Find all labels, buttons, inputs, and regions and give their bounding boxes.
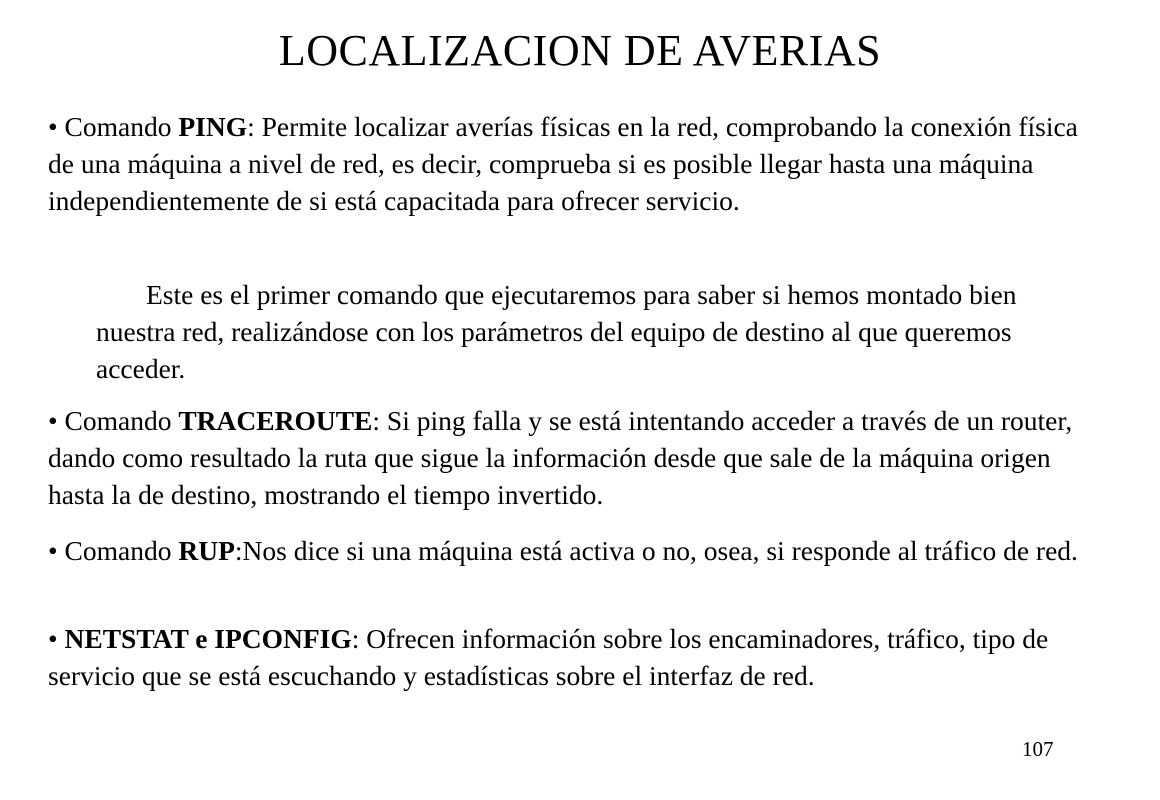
page-number: 107 xyxy=(1022,737,1054,761)
keyword-netstat-ipconfig: NETSTAT e IPCONFIG xyxy=(64,623,352,654)
indented-paragraph xyxy=(96,276,1088,387)
bullet-marker: • xyxy=(48,535,58,566)
slide-title: LOCALIZACION DE AVERIAS xyxy=(278,26,882,75)
bullet-text: : Ofrecen información sobre los encaminadores, tráfico, tipo de servicio que se está escuchando y estadísticas sobre el interfaz de red. xyxy=(48,623,1049,691)
bullet-traceroute xyxy=(48,402,1088,513)
bullet-rup xyxy=(48,532,1088,569)
keyword-traceroute: TRACEROUTE xyxy=(178,405,373,436)
bullet-ping xyxy=(48,108,1088,219)
bullet-text: : Si ping falla y se está intentando acceder a través de un router, dando como resultado la ruta que sigue la información desde que sale de la máquina origen hasta la de destino, mostrando el tiempo invertido. xyxy=(48,405,1073,510)
bullet-marker: • xyxy=(48,405,58,436)
bullet-prefix: Comando xyxy=(64,111,179,142)
keyword-ping: PING xyxy=(178,111,248,142)
bullet-text: : Permite localizar averías físicas en la red, comprobando la conexión física de una máquina a nivel de red, es decir, comprueba si es posible llegar hasta una máquina independientemente de si está capacitada para ofrecer servicio. xyxy=(48,111,1078,216)
bullet-netstat-ipconfig xyxy=(48,620,1088,694)
bullet-marker: • xyxy=(48,111,58,142)
bullet-prefix: Comando xyxy=(64,535,179,566)
bullet-marker: • xyxy=(48,623,58,654)
bullet-prefix: Comando xyxy=(64,405,179,436)
bullet-text: :Nos dice si una máquina está activa o no, osea, si responde al tráfico de red. xyxy=(234,535,1078,566)
paragraph-text: Este es el primer comando que ejecutaremos para saber si hemos montado bien nuestra red, realizándose con los parámetros del equipo de destino al que queremos acceder. xyxy=(96,279,1017,384)
keyword-rup: RUP xyxy=(178,535,235,566)
